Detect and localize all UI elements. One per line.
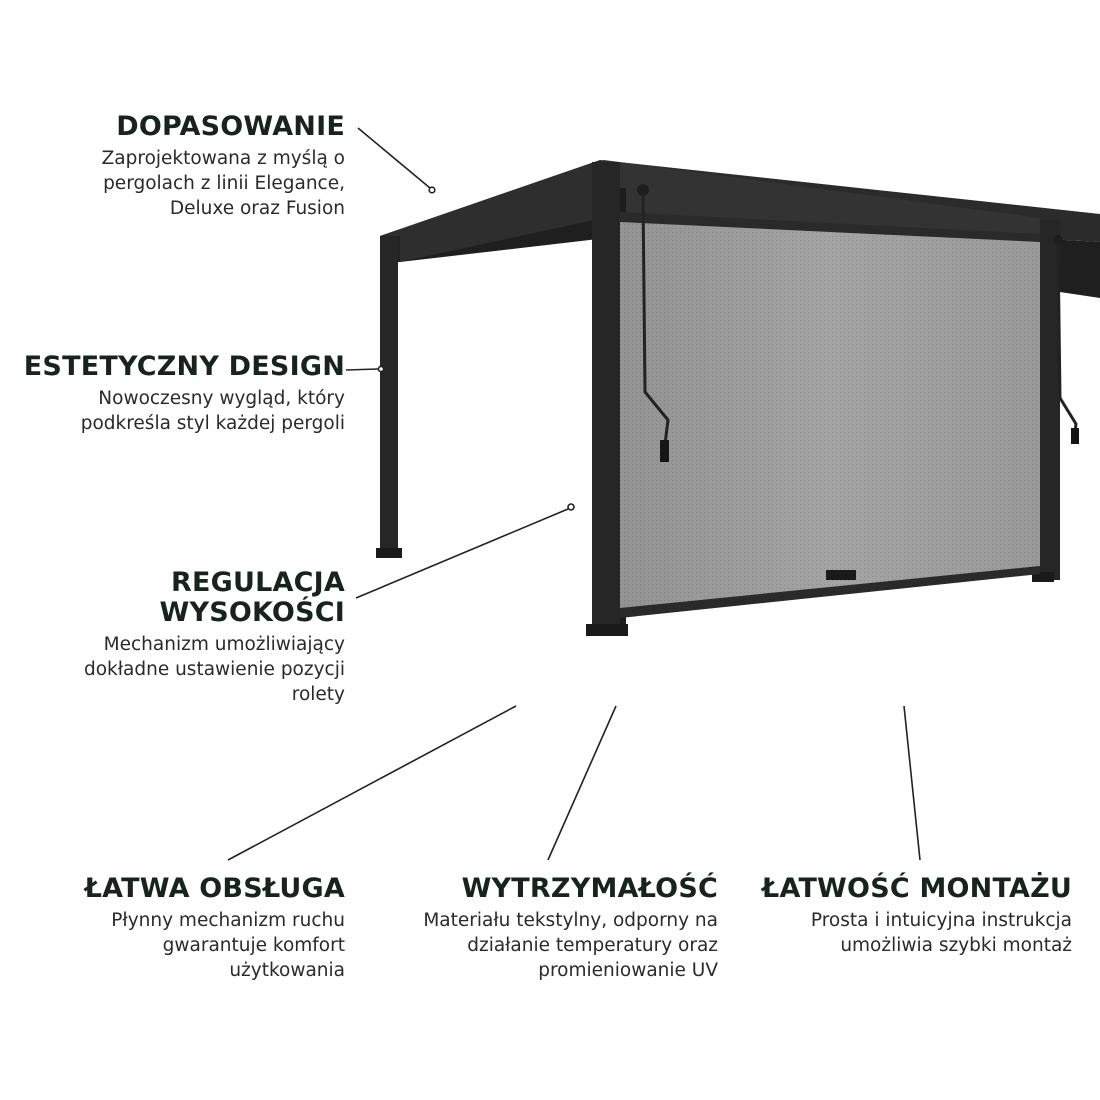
feature-description: Płynny mechanizm ruchu gwarantuje komfort użytkowania	[111, 910, 345, 981]
pergola-post-left	[376, 236, 402, 558]
feature-description: Mechanizm umożliwiający dokładne ustawienie pozycji rolety	[83, 634, 345, 705]
feature-latwosc-montazu	[740, 874, 1072, 958]
feature-title: REGULACJA WYSOKOŚCI	[159, 567, 345, 628]
feature-title: WYTRZYMAŁOŚĆ	[461, 873, 718, 904]
feature-estetyczny-design	[20, 352, 345, 436]
feature-description: Materiału tekstylny, odporny na działanie temperatury oraz promieniowanie UV	[423, 910, 718, 981]
feature-title: ŁATWA OBSŁUGA	[84, 873, 345, 904]
feature-title: DOPASOWANIE	[116, 111, 345, 142]
feature-description: Zaprojektowana z myślą o pergolach z linii Elegance, Deluxe oraz Fusion	[101, 148, 345, 219]
feature-dopasowanie	[40, 112, 345, 221]
feature-description: Prosta i intuicyjna instrukcja umożliwia szybki montaż	[810, 910, 1072, 956]
feature-title: ESTETYCZNY DESIGN	[23, 351, 345, 382]
feature-wytrzymalosc	[370, 874, 718, 983]
feature-title: ŁATWOŚĆ MONTAŻU	[761, 873, 1072, 904]
feature-regulacja-wysokosci	[20, 568, 345, 707]
feature-latwa-obsluga	[40, 874, 345, 983]
feature-description: Nowoczesny wygląd, który podkreśla styl każdej pergoli	[80, 388, 345, 434]
side-screen-fabric	[620, 212, 1040, 618]
